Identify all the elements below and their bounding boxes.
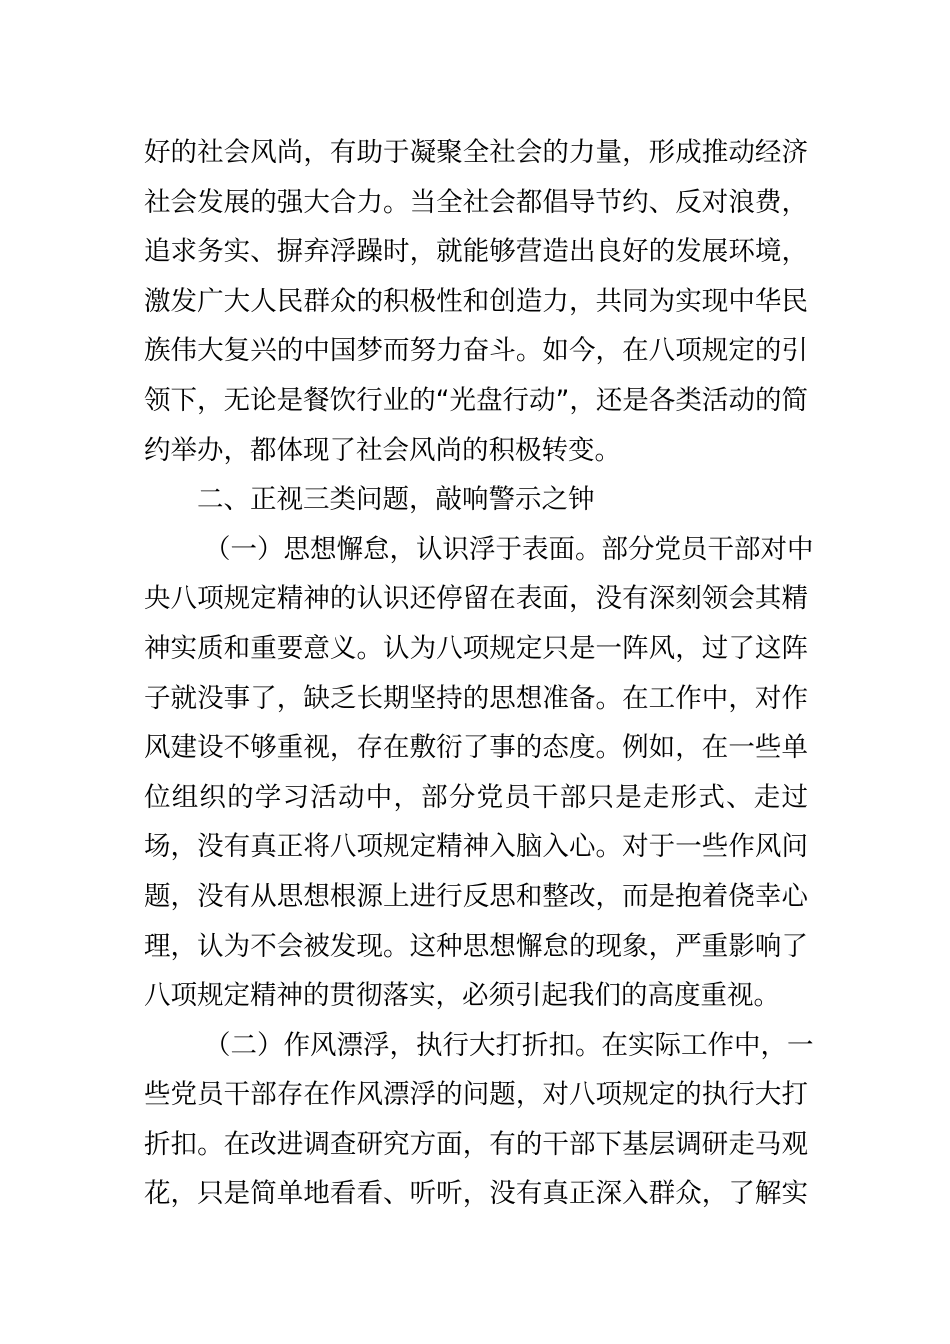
text-line: （一）思想懈怠，认识浮于表面。部分党员干部对中: [204, 533, 814, 565]
section-heading: 二、正视三类问题，敲响警示之钟: [197, 484, 595, 516]
text-line: 折扣。在改进调查研究方面，有的干部下基层调研走马观: [144, 1128, 808, 1160]
text-line: 好的社会风尚，有助于凝聚全社会的力量，形成推动经济: [144, 137, 808, 168]
text-line: 风建设不够重视，存在敷衍了事的态度。例如，在一些单: [144, 732, 808, 764]
text-line: 场，没有真正将八项规定精神入脑入心。对于一些作风问: [144, 831, 808, 863]
text-line: 子就没事了，缺乏长期坚持的思想准备。在工作中，对作: [144, 682, 808, 714]
text-line: 族伟大复兴的中国梦而努力奋斗。如今，在八项规定的引: [144, 335, 808, 367]
text-line: 追求务实、摒弃浮躁时，就能够营造出良好的发展环境，: [144, 236, 808, 268]
text-line: 神实质和重要意义。认为八项规定只是一阵风，过了这阵: [144, 632, 808, 664]
text-line: 社会发展的强大合力。当全社会都倡导节约、反对浪费，: [144, 186, 808, 218]
text-line: 八项规定精神的贯彻落实，必须引起我们的高度重视。: [144, 980, 780, 1012]
text-line: 题，没有从思想根源上进行反思和整改，而是抱着侥幸心: [144, 880, 808, 912]
text-line: 花，只是简单地看看、听听，没有真正深入群众，了解实: [144, 1178, 808, 1210]
text-line: 激发广大人民群众的积极性和创造力，共同为实现中华民: [144, 285, 808, 317]
text-line: 些党员干部存在作风漂浮的问题，对八项规定的执行大打: [144, 1079, 808, 1111]
text-line: 位组织的学习活动中，部分党员干部只是走形式、走过: [144, 781, 808, 813]
text-line: 领下，无论是餐饮行业的“光盘行动”，还是各类活动的简: [144, 384, 808, 416]
text-line: 理，认为不会被发现。这种思想懈怠的现象，严重影响了: [144, 930, 808, 962]
text-line: （二）作风漂浮，执行大打折扣。在实际工作中，一: [204, 1029, 814, 1061]
body-text: [144, 128, 814, 1219]
text-line: 央八项规定精神的认识还停留在表面，没有深刻领会其精: [144, 583, 808, 615]
text-line: 约举办，都体现了社会风尚的积极转变。: [144, 434, 621, 466]
